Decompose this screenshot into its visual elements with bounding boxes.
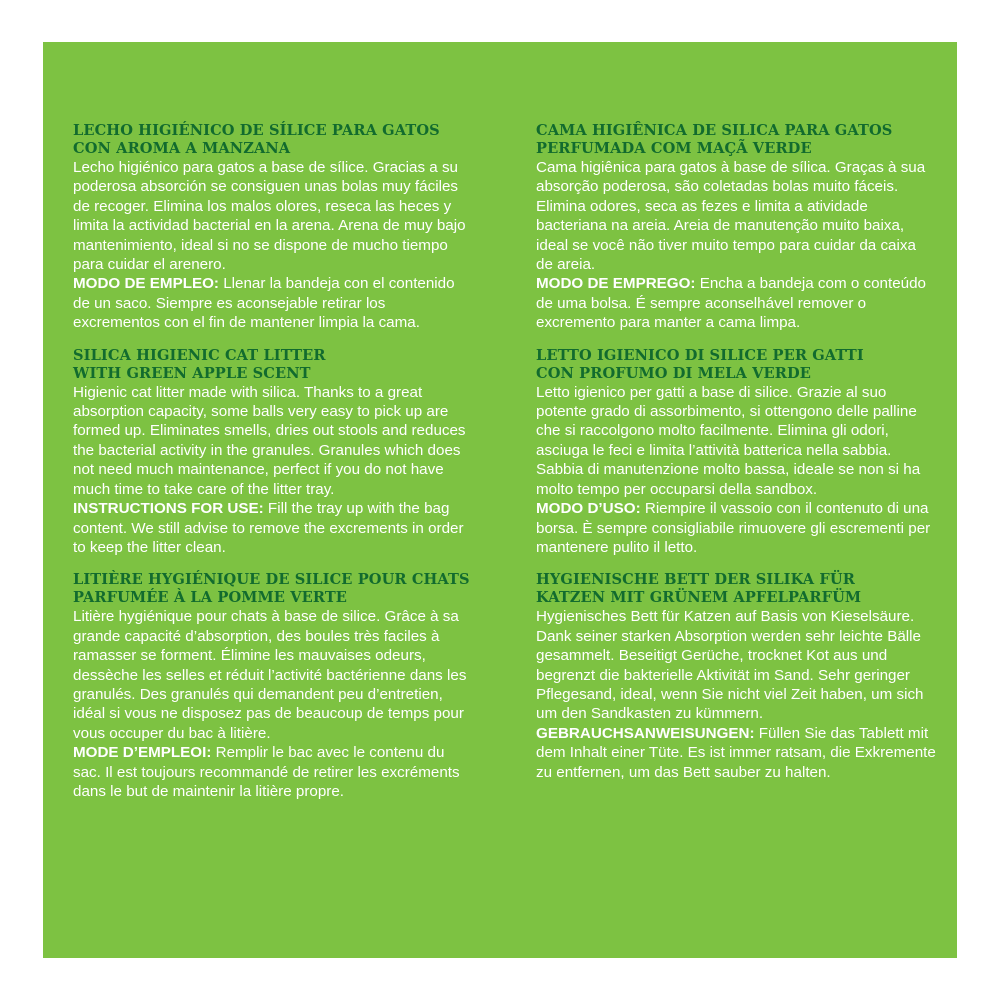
section-title-line-2: KATZEN MIT GRÜNEM APFELPARFÜM — [536, 589, 862, 607]
section-german — [536, 571, 936, 782]
section-body — [73, 607, 473, 801]
section-title-line-2: WITH GREEN APPLE SCENT — [73, 364, 311, 382]
section-title-line-2: CON PROFUMO DI MELA VERDE — [536, 364, 811, 382]
usage-text: Füllen Sie das Tablett mit dem Inhalt einer Tüte. Es ist immer ratsam, die Exkremente zu entfernen, um das Bett sauber zu halten. — [536, 724, 936, 781]
section-english — [73, 347, 473, 558]
section-title-line-2: PARFUMÉE À LA POMME VERTE — [73, 589, 348, 607]
section-title — [536, 122, 936, 158]
usage-label: MODO DE EMPLEO: — [73, 275, 219, 293]
section-body — [536, 607, 936, 782]
section-title-line-1: SILICA HIGIENIC CAT LITTER — [73, 346, 326, 364]
section-description: Higienic cat litter made with silica. Thanks to a great absorption capacity, some balls very easy to pick up are formed up. Eliminates smells, dries out stools and reduces the bacterial activity in the granules. Granules which does not need much maintenance, perfect if you do not have much time to take care of the litter tray. — [73, 383, 466, 498]
usage-label: INSTRUCTIONS FOR USE: — [73, 500, 264, 518]
section-description: Letto igienico per gatti a base di silice. Grazie al suo potente grado di assorbimento, si ottengono delle palline che si raccolgono molto facilmente. Elimina gli odori, asciuga le feci e limita l’attività batterica nella sabbia. Sabbia di manutenzione molto bassa, ideale se non si ha molto tempo per occuparsi della sandbox. — [536, 383, 921, 498]
left-column — [73, 122, 473, 815]
section-italian — [536, 347, 936, 558]
usage-text: Remplir le bac avec le contenu du sac. Il est toujours recommandé de retirer les excréments dans le but de maintenir la litière propre. — [73, 744, 460, 800]
section-title — [536, 571, 936, 607]
section-french — [73, 571, 473, 801]
section-portuguese — [536, 122, 936, 333]
usage-text: Riempire il vassoio con il contenuto di una borsa. È sempre consigliabile rimuovere gli escrementi per mantenere pulito il letto. — [536, 500, 931, 556]
section-body — [536, 383, 936, 558]
section-title-line-2: PERFUMADA COM MAÇÃ VERDE — [536, 140, 812, 157]
section-description: Cama higiênica para gatos à base de sílica. Graças à sua absorção poderosa, são coletadas bolas muito fáceis. Elimina odores, seca as fezes e limita a atividade bacteriana na areia. Areia de manutenção muito baixa, ideal se você não tiver muito tempo para cuidar da caixa de areia. — [536, 159, 926, 274]
section-body — [73, 383, 473, 558]
section-title-line-1: LETTO IGIENICO DI SILICE PER GATTI — [536, 346, 864, 364]
section-body — [536, 158, 936, 333]
section-description: Lecho higiénico para gatos a base de sílice. Gracias a su poderosa absorción se consiguen unas bolas muy fáciles de recoger. Elimina los malos olores, reseca las heces y limita la actividad bacterial en la arena. Arena de muy bajo mantenimiento, ideal si no se dispone de mucho tiempo para cuidar el arenero. — [73, 159, 466, 274]
section-title-line-1: HYGIENISCHE BETT DER SILIKA FÜR — [536, 571, 855, 589]
usage-label: MODO DE EMPREGO: — [536, 275, 696, 293]
usage-label: GEBRAUCHSANWEISUNGEN: — [536, 724, 755, 742]
section-title — [73, 347, 473, 383]
section-title-line-1: LITIÈRE HYGIÉNIQUE DE SILICE POUR CHATS — [73, 571, 470, 589]
usage-text: Encha a bandeja com o conteúdo de uma bolsa. É sempre aconselhável remover o excremento para manter a cama limpa. — [536, 275, 926, 332]
label-panel — [43, 42, 957, 958]
right-column — [536, 122, 936, 796]
section-description: Hygienisches Bett für Katzen auf Basis von Kieselsäure. Dank seiner starken Absorption werden sehr leichte Bälle gesammelt. Beseitigt Gerüche, trocknet Kot aus und begrenzt die bakterielle Aktivität im Sand. Sehr geringer Pflegesand, ideal, wenn Sie nicht viel Zeit haben, um sich um den Sandkasten zu kümmern. — [536, 608, 924, 723]
section-description: Litière hygiénique pour chats à base de silice. Grâce à sa grande capacité d’absorption, des boules très faciles à ramasser se forment. Élimine les mauvaises odeurs, dessèche les selles et réduit l’activité bactérienne dans les granulés. Des granulés qui demandent peu d’entretien, idéal si vous ne disposez pas de beaucoup de temps pour vous occuper du bac à litière. — [73, 608, 467, 742]
section-title-line-2: CON AROMA A MANZANA — [73, 140, 291, 157]
section-title-line-1: LECHO HIGIÉNICO DE SÍLICE PARA GATOS — [73, 122, 440, 139]
section-spanish — [73, 122, 473, 333]
section-body — [73, 158, 473, 333]
usage-label: MODO D’USO: — [536, 500, 641, 518]
section-title-line-1: CAMA HIGIÊNICA DE SILICA PARA GATOS — [536, 122, 893, 139]
section-title — [536, 347, 936, 383]
usage-text: Llenar la bandeja con el contenido de un saco. Siempre es aconsejable retirar los excrementos con el fin de mantener limpia la cama. — [73, 275, 455, 332]
usage-label: MODE D’EMPLEOI: — [73, 744, 212, 762]
section-title — [73, 122, 473, 158]
section-title — [73, 571, 473, 607]
usage-text: Fill the tray up with the bag content. We still advise to remove the excrements in order to keep the litter clean. — [73, 500, 464, 556]
